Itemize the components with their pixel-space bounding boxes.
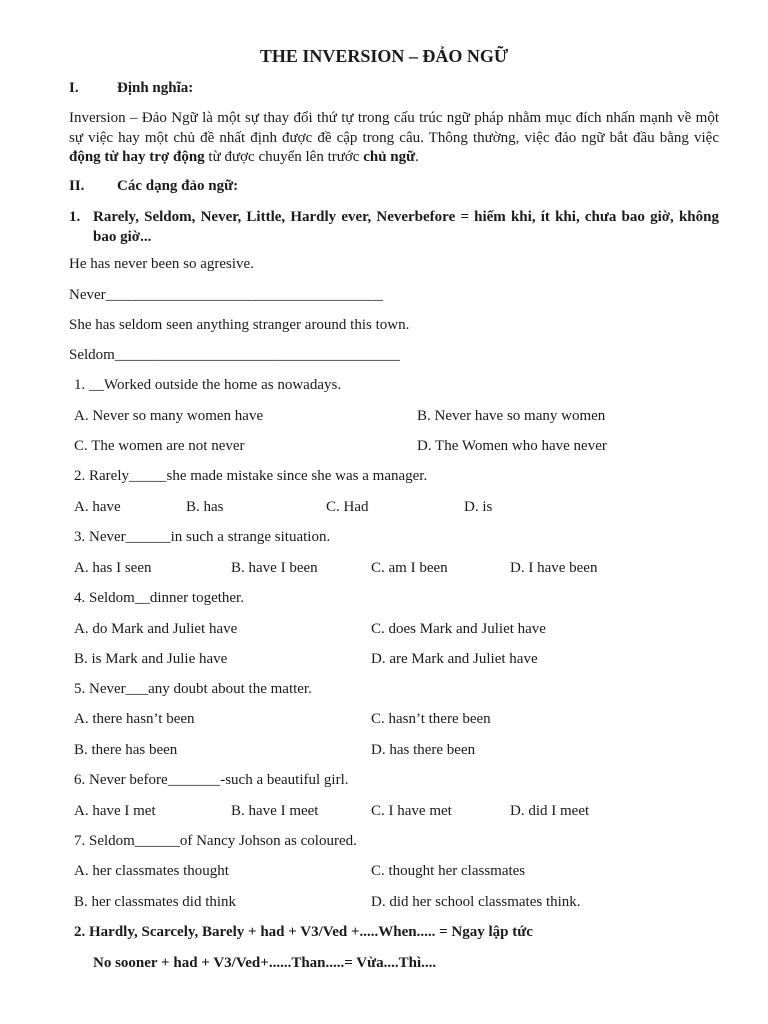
question-3-stem: 3. Never______in such a strange situation. xyxy=(74,529,331,545)
question-2-option-a: A. have xyxy=(74,499,121,515)
question-5-option-d: D. has there been xyxy=(371,742,476,758)
page-title: THE INVERSION – ĐẢO NGỮ xyxy=(259,46,509,66)
question-3-option-a: A. has I seen xyxy=(74,560,152,576)
question-6-option-a: A. have I met xyxy=(74,803,156,819)
question-4-option-a: A. do Mark and Juliet have xyxy=(74,621,238,637)
question-6-option-c: C. I have met xyxy=(371,803,452,819)
question-5-option-c: C. hasn’t there been xyxy=(371,711,491,727)
definition-text-1: Inversion – Đảo Ngữ là một sự thay đổi thứ tự trong cấu trúc ngữ pháp nhằm mục đích nhấn mạnh về một sự việc hay một chủ đề nhất định được đề cập trong câu. Thông thường, việc đảo ngữ bắt đầu bằng việc xyxy=(69,110,719,146)
section-2-number: II. xyxy=(69,178,85,194)
question-4-option-d: D. are Mark and Juliet have xyxy=(371,651,538,667)
question-1-option-b: B. Never have so many women xyxy=(417,408,606,424)
question-2-option-b: B. has xyxy=(186,499,224,515)
question-5-option-a: A. there hasn’t been xyxy=(74,711,195,727)
question-4-option-b: B. is Mark and Julie have xyxy=(74,651,228,667)
section-1-heading: Định nghĩa: xyxy=(117,80,194,96)
question-4-option-c: C. does Mark and Juliet have xyxy=(371,621,546,637)
question-5-option-b: B. there has been xyxy=(74,742,178,758)
question-3-option-d: D. I have been xyxy=(510,560,598,576)
question-2-stem: 2. Rarely_____she made mistake since she was a manager. xyxy=(74,468,428,484)
question-7-option-b: B. her classmates did think xyxy=(74,894,237,910)
question-1-stem: 1. __Worked outside the home as nowadays. xyxy=(74,377,342,393)
question-1-option-c: C. The women are not never xyxy=(74,438,245,454)
definition-bold-1: động từ hay trợ động xyxy=(69,149,205,165)
definition-paragraph xyxy=(69,109,719,168)
question-4-stem: 4. Seldom__dinner together. xyxy=(74,590,244,606)
question-1-option-a: A. Never so many women have xyxy=(74,408,264,424)
rule-1-number: 1. xyxy=(69,209,81,225)
question-5-stem: 5. Never___any doubt about the matter. xyxy=(74,681,312,697)
question-1-option-d: D. The Women who have never xyxy=(417,438,607,454)
question-7-stem: 7. Seldom______of Nancy Johson as coloured. xyxy=(74,833,357,849)
question-2-option-c: C. Had xyxy=(326,499,369,515)
example-2-answer-line: Seldom______________________________________ xyxy=(69,347,400,363)
definition-text-2: từ được chuyển lên trước xyxy=(204,149,364,165)
definition-text-3: . xyxy=(415,149,419,165)
rule-1-text: Rarely, Seldom, Never, Little, Hardly ever, Neverbefore = hiếm khi, ít khi, chưa bao giờ, không bao giờ... xyxy=(93,209,719,245)
question-7-option-c: C. thought her classmates xyxy=(371,863,526,879)
example-2: She has seldom seen anything stranger around this town. xyxy=(69,317,410,333)
question-7-option-a: A. her classmates thought xyxy=(74,863,229,879)
rule-2-line-2: No sooner + had + V3/Ved+......Than.....= Vừa....Thì.... xyxy=(93,955,437,971)
question-2-option-d: D. is xyxy=(464,499,493,515)
section-2-heading: Các dạng đảo ngữ: xyxy=(117,178,239,194)
example-1-answer-line: Never_____________________________________ xyxy=(69,287,384,303)
question-7-option-d: D. did her school classmates think. xyxy=(371,894,581,910)
definition-bold-2: chủ ngữ xyxy=(363,149,416,165)
question-6-option-b: B. have I meet xyxy=(231,803,319,819)
question-6-option-d: D. did I meet xyxy=(510,803,590,819)
question-3-option-c: C. am I been xyxy=(371,560,448,576)
section-1-number: I. xyxy=(69,80,79,96)
rule-2-line-1: 2. Hardly, Scarcely, Barely + had + V3/Ved +.....When..... = Ngay lập tức xyxy=(74,924,533,940)
rule-1 xyxy=(69,207,719,247)
example-1: He has never been so agresive. xyxy=(69,256,254,272)
question-6-stem: 6. Never before_______-such a beautiful girl. xyxy=(74,772,349,788)
question-3-option-b: B. have I been xyxy=(231,560,318,576)
